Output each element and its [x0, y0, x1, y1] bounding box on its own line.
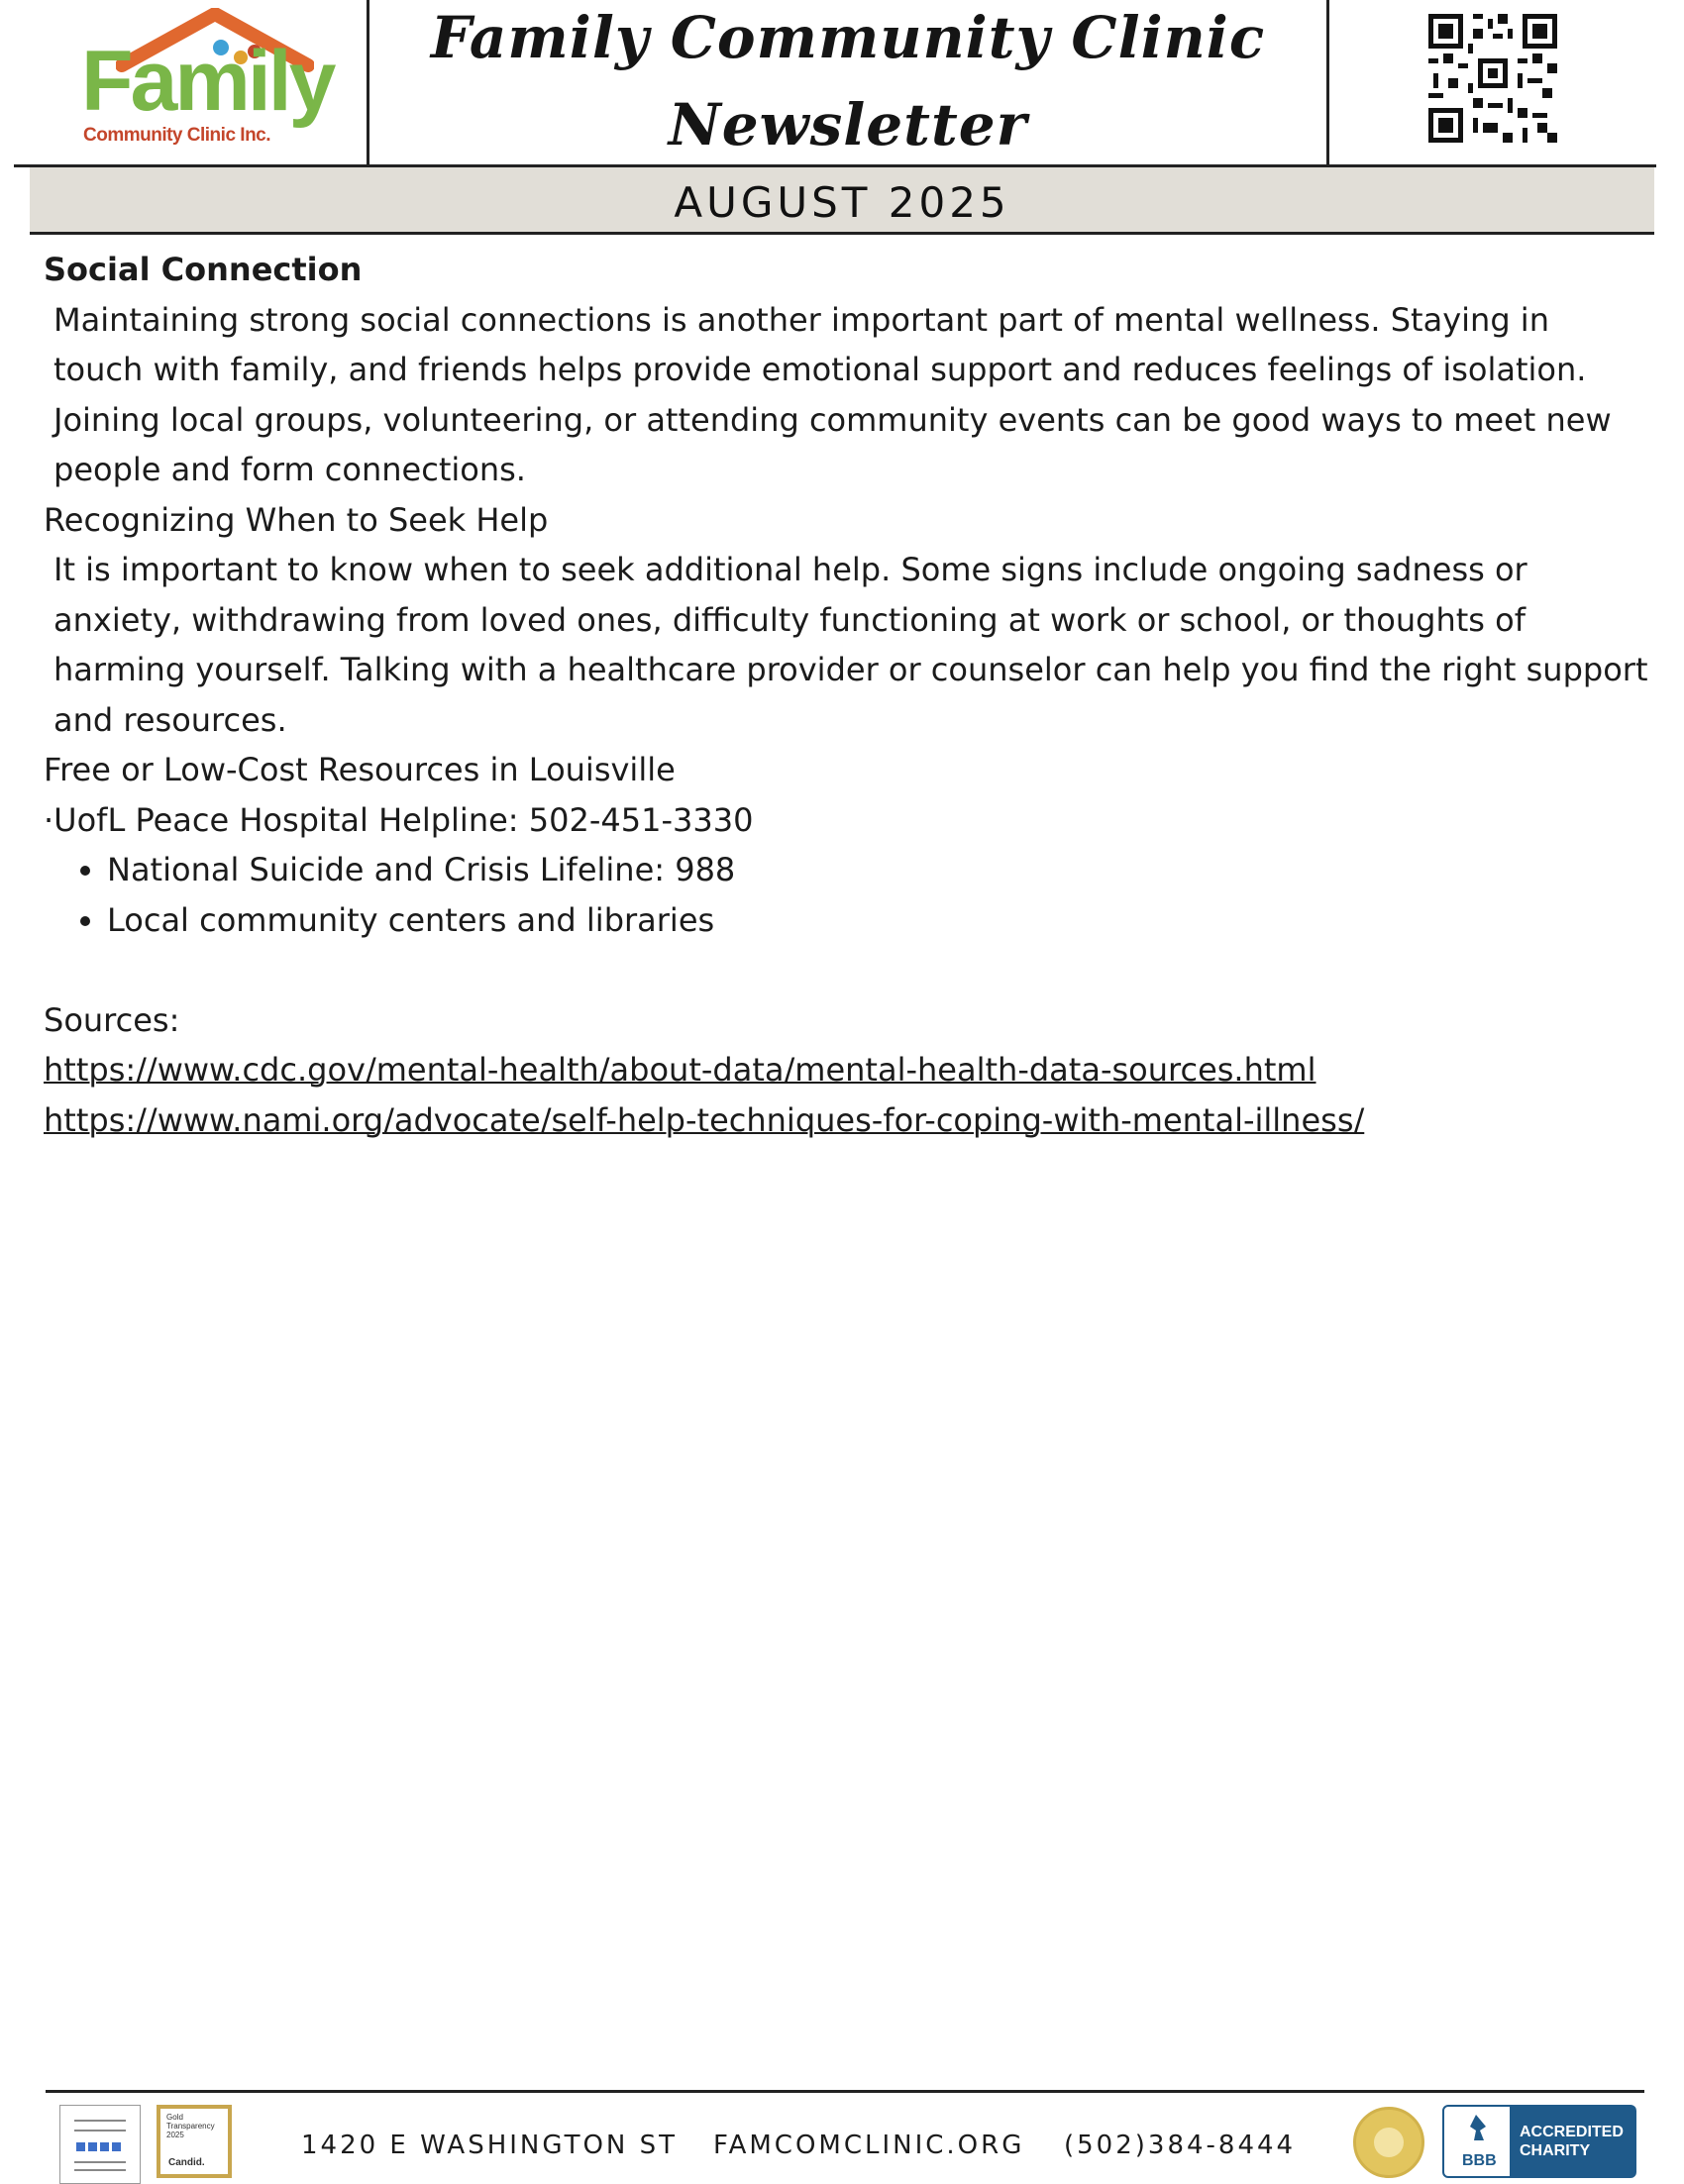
- section-heading-resources: Free or Low-Cost Resources in Louisville: [44, 751, 676, 788]
- help-paragraph: It is important to know when to seek additional help. Some signs include ongoing sadness or anxiety, withdrawing from loved ones, difficulty functioning at work or school, or thoughts of harming yourself. Talking with a healthcare provider or counselor can help you find the right support and resources.: [53, 551, 1648, 739]
- section-heading-social: Social Connection: [44, 251, 363, 288]
- date-band: [30, 167, 1654, 235]
- qr-cell: [1329, 0, 1656, 164]
- candid-transparency-badge: Gold Transparency 2025 Candid.: [157, 2105, 232, 2178]
- qr-code-icon[interactable]: [1428, 14, 1557, 143]
- social-paragraph: Maintaining strong social connections is another important part of mental wellness. Staying in touch with family, and friends helps provide emotional support and reduces feelings of isolation. Joining local groups, volunteering, or attending community events can be good ways to meet new people and form connections.: [53, 300, 1612, 488]
- logo-cell: [14, 0, 369, 164]
- resource-item-peace-helpline: ·UofL Peace Hospital Helpline: 502-451-3330: [44, 800, 754, 839]
- spacer: [44, 945, 1648, 995]
- bbb-label: BBB: [1462, 2152, 1497, 2169]
- newsletter-header: [14, 0, 1656, 167]
- newsletter-title: Family Community Clinic: [430, 4, 1266, 71]
- newsletter-subtitle: Newsletter: [668, 91, 1028, 158]
- title-cell: [369, 0, 1329, 164]
- bbb-line2: CHARITY: [1520, 2142, 1591, 2159]
- bbb-line1: ACCREDITED: [1520, 2124, 1624, 2140]
- section-heading-help: Recognizing When to Seek Help: [44, 500, 549, 539]
- resource-list: [44, 845, 1648, 945]
- list-item: • Local community centers and libraries: [107, 895, 1648, 946]
- newsletter-content: [44, 245, 1648, 1145]
- bbb-accredited-charity-badge: [1442, 2105, 1636, 2178]
- newsletter-footer: [46, 2090, 1644, 2182]
- rating-stars-icon: [76, 2142, 121, 2151]
- gold-seal-icon: [1353, 2107, 1424, 2178]
- list-item: • National Suicide and Crisis Lifeline: 988: [107, 845, 1648, 895]
- logo-subtitle: Community Clinic Inc.: [83, 125, 271, 146]
- bbb-torch-icon: [1442, 2105, 1512, 2178]
- issue-date: AUGUST 2025: [674, 178, 1010, 227]
- sources-label: Sources:: [44, 1000, 180, 1039]
- source-link-nami[interactable]: https://www.nami.org/advocate/self-help-techniques-for-coping-with-mental-illness/: [44, 1100, 1365, 1139]
- logo-wordmark: Family: [81, 34, 334, 129]
- footer-phone[interactable]: (502)384-8444: [1064, 2131, 1297, 2160]
- nonprofit-rating-badge: [59, 2105, 141, 2184]
- footer-website[interactable]: FAMCOMCLINIC.ORG: [713, 2131, 1025, 2160]
- footer-address: 1420 E WASHINGTON ST: [301, 2131, 679, 2160]
- source-link-cdc[interactable]: https://www.cdc.gov/mental-health/about-data/mental-health-data-sources.html: [44, 1051, 1316, 1089]
